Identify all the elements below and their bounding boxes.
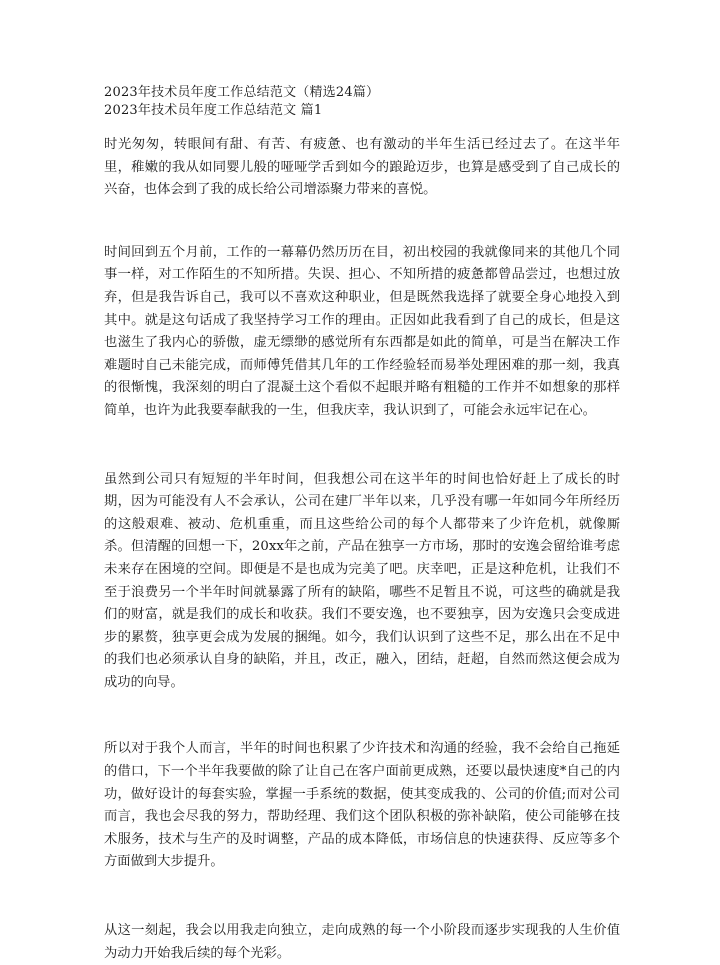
document-page bbox=[104, 84, 620, 965]
paragraph-3: 虽然到公司只有短短的半年时间，但我想公司在这半年的时间也恰好赶上了成长的时期，因为可能没有人不会承认，公司在建厂半年以来，几乎没有哪一年如同今年所经历的这般艰难、被动、危机重重，而且这些给公司的每个人都带来了少许危机，就像厮杀。但清醒的回想一下，20xx年之前，产品在独享一方市场，那时的安逸会留给谁考虑未来存在困境的空间。即便是不是也成为完美了吧。庆幸吧，正是这种危机，让我们不至于浪费另一个半年时间就暴露了所有的缺陷，哪些不足暂且不说，可这些的确就是我们的财富，就是我们的成长和收获。我们不要安逸，也不要独享，因为安逸只会变成进步的累赘，独享更会成为发展的捆绳。如今，我们认识到了这些不足，那么出在不足中的我们也必须承认自身的缺陷，并且，改正，融入，团结，赶超，自然而然这便会成为成功的向导。 bbox=[104, 471, 620, 690]
paragraph-4: 所以对于我个人而言，半年的时间也积累了少许技术和沟通的经验，我不会给自己拖延的借口，下一个半年我要做的除了让自己在客户面前更成熟，还要以最快速度*自己的内功，做好设计的每套实验，掌握一手系统的数据，使其变成我的、公司的价值;而对公司而言，我也会尽我的努力，帮助经理、我们这个团队积极的弥补缺陷，使公司能够在技术服务，技术与生产的及时调整，产品的成本降低，市场信息的快速获得、反应等多个方面做到大步提升。 bbox=[104, 741, 620, 870]
paragraph-5: 从这一刻起，我会以用我走向独立，走向成熟的每一个小阶段而逐步实现我的人生价值为动力开始我后续的每个光彩。 bbox=[104, 923, 620, 961]
document-title: 2023年技术员年度工作总结范文（精选24篇） bbox=[104, 85, 380, 100]
document-subtitle: 2023年技术员年度工作总结范文 篇1 bbox=[104, 103, 323, 118]
paragraph-1: 时光匆匆，转眼间有甜、有苦、有疲惫、也有激动的半年生活已经过去了。在这半年里，稚嫩的我从如同婴儿般的哑哑学舌到如今的踉跄迈步，也算是感受到了自己成长的兴奋，也体会到了我的成长给公司增添聚力带来的喜悦。 bbox=[104, 137, 620, 198]
paragraph-2: 时间回到五个月前，工作的一幕幕仍然历历在目，初出校园的我就像同来的其他几个同事一样，对工作陌生的不知所措。失误、担心、不知所措的疲惫都曾品尝过，也想过放弃，但是我告诉自己，我可以不喜欢这种职业，但是既然我选择了就要全身心地投入到其中。就是这句话成了我坚持学习工作的理由。正因如此我看到了自己的成长，但是这也滋生了我内心的骄傲，虚无缥缈的感觉所有东西都是如此的简单，可是当在解决工作难题时自己未能完成，而师傅凭借其几年的工作经验轻而易举处理困难的那一刻，我真的很惭愧，我深刻的明白了混凝土这个看似不起眼并略有粗糙的工作并不如想象的那样简单，也许为此我要奉献我的一生，但我庆幸，我认识到了，可能会永远牢记在心。 bbox=[104, 244, 620, 418]
